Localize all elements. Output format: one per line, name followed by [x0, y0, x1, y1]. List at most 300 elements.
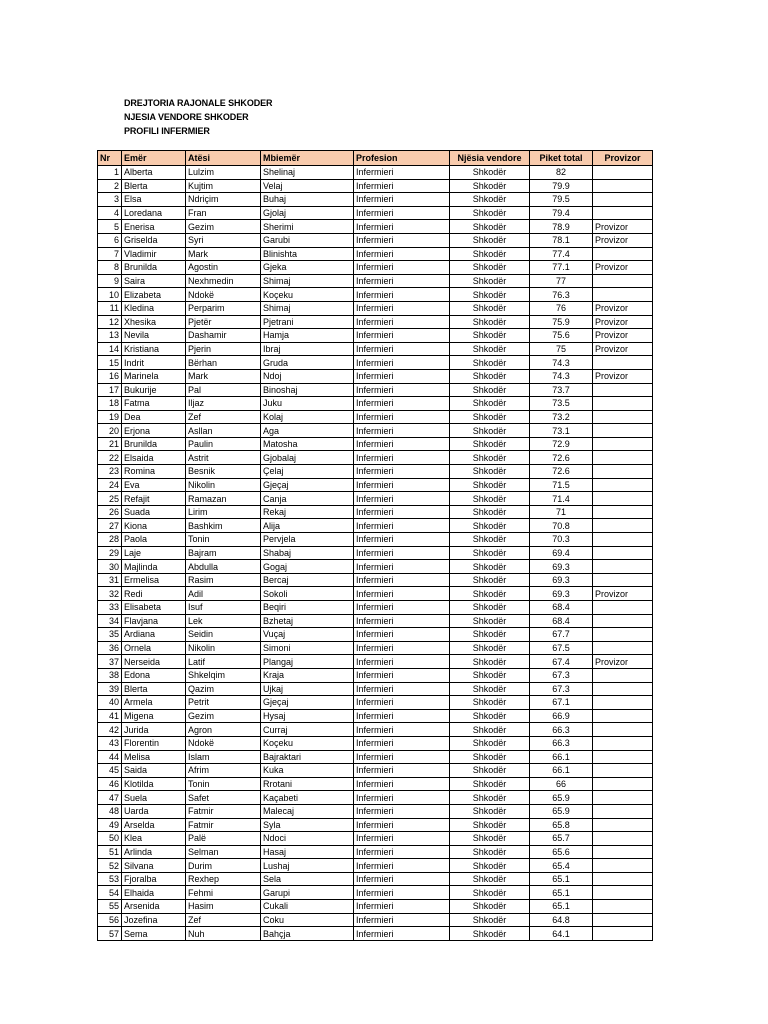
cell-first-name: Jozefina: [122, 913, 186, 927]
cell-profession: Infermieri: [354, 655, 450, 669]
table-row: [98, 274, 653, 288]
cell-surname: Koçeku: [261, 288, 354, 302]
cell-local-unit: Shkodër: [450, 859, 530, 873]
cell-surname: Blinishta: [261, 247, 354, 261]
cell-father-name: Adil: [186, 587, 261, 601]
cell-father-name: Qazim: [186, 682, 261, 696]
cell-surname: Bajraktari: [261, 750, 354, 764]
cell-nr: 25: [98, 492, 122, 506]
cell-profession: Infermieri: [354, 533, 450, 547]
cell-nr: 31: [98, 573, 122, 587]
cell-nr: 24: [98, 478, 122, 492]
cell-profession: Infermieri: [354, 410, 450, 424]
table-row: [98, 492, 653, 506]
cell-surname: Gruda: [261, 356, 354, 370]
table-row: [98, 845, 653, 859]
table-row: [98, 329, 653, 343]
cell-nr: 9: [98, 274, 122, 288]
cell-first-name: Arlinda: [122, 845, 186, 859]
cell-local-unit: Shkodër: [450, 641, 530, 655]
cell-nr: 17: [98, 383, 122, 397]
cell-father-name: Bashkim: [186, 519, 261, 533]
cell-nr: 35: [98, 628, 122, 642]
cell-surname: Bahçja: [261, 927, 354, 941]
table-row: [98, 777, 653, 791]
cell-first-name: Suela: [122, 791, 186, 805]
cell-surname: Ndoci: [261, 832, 354, 846]
table-row: [98, 342, 653, 356]
cell-profession: Infermieri: [354, 424, 450, 438]
cell-first-name: Ermelisa: [122, 573, 186, 587]
cell-local-unit: Shkodër: [450, 628, 530, 642]
cell-first-name: Jurida: [122, 723, 186, 737]
cell-provisional: [593, 913, 653, 927]
cell-nr: 22: [98, 451, 122, 465]
table-row: [98, 301, 653, 315]
cell-profession: Infermieri: [354, 342, 450, 356]
cell-first-name: Bukurije: [122, 383, 186, 397]
cell-surname: Pjetrani: [261, 315, 354, 329]
cell-nr: 39: [98, 682, 122, 696]
cell-surname: Kraja: [261, 668, 354, 682]
col-header-profession: Profesion: [354, 151, 450, 166]
cell-first-name: Klea: [122, 832, 186, 846]
cell-father-name: Fehmi: [186, 886, 261, 900]
cell-local-unit: Shkodër: [450, 519, 530, 533]
cell-father-name: Perparim: [186, 301, 261, 315]
cell-first-name: Saira: [122, 274, 186, 288]
cell-total-points: 69.4: [530, 546, 593, 560]
cell-provisional: [593, 424, 653, 438]
cell-total-points: 70.3: [530, 533, 593, 547]
cell-provisional: [593, 628, 653, 642]
cell-father-name: Islam: [186, 750, 261, 764]
cell-profession: Infermieri: [354, 601, 450, 615]
cell-total-points: 74.3: [530, 356, 593, 370]
header-profile: PROFILI INFERMIER: [124, 126, 210, 136]
cell-father-name: Gezim: [186, 709, 261, 723]
cell-surname: Gogaj: [261, 560, 354, 574]
cell-provisional: Provizor: [593, 301, 653, 315]
table-row: [98, 628, 653, 642]
cell-first-name: Blerta: [122, 179, 186, 193]
cell-surname: Velaj: [261, 179, 354, 193]
cell-total-points: 66.3: [530, 723, 593, 737]
cell-local-unit: Shkodër: [450, 451, 530, 465]
cell-total-points: 65.9: [530, 804, 593, 818]
cell-profession: Infermieri: [354, 736, 450, 750]
cell-profession: Infermieri: [354, 247, 450, 261]
table-row: [98, 709, 653, 723]
cell-provisional: [593, 193, 653, 207]
cell-surname: Simoni: [261, 641, 354, 655]
cell-provisional: [593, 179, 653, 193]
cell-profession: Infermieri: [354, 206, 450, 220]
cell-father-name: Fatmir: [186, 804, 261, 818]
cell-father-name: Ramazan: [186, 492, 261, 506]
cell-total-points: 65.7: [530, 832, 593, 846]
cell-nr: 50: [98, 832, 122, 846]
cell-surname: Binoshaj: [261, 383, 354, 397]
col-header-total-points: Piket total: [530, 151, 593, 166]
cell-father-name: Selman: [186, 845, 261, 859]
cell-first-name: Migena: [122, 709, 186, 723]
cell-profession: Infermieri: [354, 478, 450, 492]
cell-nr: 14: [98, 342, 122, 356]
cell-provisional: [593, 478, 653, 492]
cell-local-unit: Shkodër: [450, 573, 530, 587]
cell-father-name: Ndriçim: [186, 193, 261, 207]
cell-local-unit: Shkodër: [450, 804, 530, 818]
cell-profession: Infermieri: [354, 723, 450, 737]
table-row: [98, 886, 653, 900]
cell-surname: Aga: [261, 424, 354, 438]
table-row: [98, 315, 653, 329]
cell-total-points: 69.3: [530, 587, 593, 601]
cell-total-points: 76: [530, 301, 593, 315]
cell-surname: Rrotani: [261, 777, 354, 791]
table-row: [98, 900, 653, 914]
cell-nr: 48: [98, 804, 122, 818]
table-row: [98, 872, 653, 886]
cell-provisional: [593, 859, 653, 873]
cell-provisional: Provizor: [593, 655, 653, 669]
cell-total-points: 67.7: [530, 628, 593, 642]
cell-total-points: 72.6: [530, 451, 593, 465]
cell-father-name: Nikolin: [186, 641, 261, 655]
cell-profession: Infermieri: [354, 315, 450, 329]
cell-provisional: [593, 668, 653, 682]
cell-nr: 29: [98, 546, 122, 560]
cell-profession: Infermieri: [354, 682, 450, 696]
cell-surname: Kaçabeti: [261, 791, 354, 805]
cell-profession: Infermieri: [354, 886, 450, 900]
cell-first-name: Paola: [122, 533, 186, 547]
cell-father-name: Astrit: [186, 451, 261, 465]
cell-father-name: Mark: [186, 247, 261, 261]
table-row: [98, 166, 653, 180]
cell-first-name: Suada: [122, 505, 186, 519]
table-row: [98, 804, 653, 818]
cell-nr: 11: [98, 301, 122, 315]
cell-total-points: 71.4: [530, 492, 593, 506]
cell-profession: Infermieri: [354, 166, 450, 180]
cell-father-name: Dashamir: [186, 329, 261, 343]
cell-nr: 52: [98, 859, 122, 873]
cell-surname: Sela: [261, 872, 354, 886]
cell-local-unit: Shkodër: [450, 329, 530, 343]
cell-father-name: Palë: [186, 832, 261, 846]
cell-provisional: Provizor: [593, 220, 653, 234]
cell-nr: 28: [98, 533, 122, 547]
cell-nr: 36: [98, 641, 122, 655]
cell-nr: 13: [98, 329, 122, 343]
cell-total-points: 72.9: [530, 437, 593, 451]
cell-total-points: 74.3: [530, 369, 593, 383]
cell-father-name: Pal: [186, 383, 261, 397]
table-row: [98, 723, 653, 737]
cell-local-unit: Shkodër: [450, 315, 530, 329]
cell-first-name: Loredana: [122, 206, 186, 220]
cell-provisional: [593, 274, 653, 288]
cell-total-points: 67.1: [530, 696, 593, 710]
cell-nr: 5: [98, 220, 122, 234]
cell-nr: 47: [98, 791, 122, 805]
cell-profession: Infermieri: [354, 383, 450, 397]
cell-father-name: Fatmir: [186, 818, 261, 832]
cell-first-name: Arselda: [122, 818, 186, 832]
cell-provisional: [593, 410, 653, 424]
cell-profession: Infermieri: [354, 233, 450, 247]
cell-profession: Infermieri: [354, 668, 450, 682]
cell-total-points: 70.8: [530, 519, 593, 533]
cell-local-unit: Shkodër: [450, 655, 530, 669]
cell-father-name: Afrim: [186, 764, 261, 778]
cell-father-name: Safet: [186, 791, 261, 805]
cell-nr: 3: [98, 193, 122, 207]
cell-provisional: [593, 573, 653, 587]
cell-profession: Infermieri: [354, 587, 450, 601]
cell-provisional: [593, 886, 653, 900]
cell-nr: 33: [98, 601, 122, 615]
cell-nr: 20: [98, 424, 122, 438]
cell-provisional: [593, 723, 653, 737]
cell-total-points: 75: [530, 342, 593, 356]
cell-first-name: Flavjana: [122, 614, 186, 628]
cell-profession: Infermieri: [354, 451, 450, 465]
cell-nr: 27: [98, 519, 122, 533]
cell-total-points: 67.3: [530, 668, 593, 682]
table-row: [98, 451, 653, 465]
cell-provisional: [593, 492, 653, 506]
table-row: [98, 682, 653, 696]
cell-local-unit: Shkodër: [450, 560, 530, 574]
cell-first-name: Klotilda: [122, 777, 186, 791]
cell-total-points: 78.9: [530, 220, 593, 234]
cell-father-name: Hasim: [186, 900, 261, 914]
cell-first-name: Laje: [122, 546, 186, 560]
cell-surname: Shimaj: [261, 274, 354, 288]
cell-first-name: Florentin: [122, 736, 186, 750]
cell-local-unit: Shkodër: [450, 179, 530, 193]
cell-provisional: [593, 601, 653, 615]
cell-profession: Infermieri: [354, 641, 450, 655]
col-header-father-name: Atësi: [186, 151, 261, 166]
cell-profession: Infermieri: [354, 777, 450, 791]
table-header-row: [98, 151, 653, 166]
cell-local-unit: Shkodër: [450, 533, 530, 547]
cell-profession: Infermieri: [354, 274, 450, 288]
cell-total-points: 76.3: [530, 288, 593, 302]
cell-surname: Buhaj: [261, 193, 354, 207]
cell-provisional: [593, 764, 653, 778]
table-row: [98, 927, 653, 941]
cell-local-unit: Shkodër: [450, 465, 530, 479]
cell-provisional: [593, 533, 653, 547]
cell-first-name: Enerisa: [122, 220, 186, 234]
table-row: [98, 397, 653, 411]
cell-first-name: Elsa: [122, 193, 186, 207]
cell-provisional: [593, 206, 653, 220]
table-row: [98, 750, 653, 764]
cell-surname: Gjeçaj: [261, 478, 354, 492]
table-row: [98, 465, 653, 479]
cell-total-points: 73.1: [530, 424, 593, 438]
cell-provisional: Provizor: [593, 342, 653, 356]
cell-nr: 54: [98, 886, 122, 900]
cell-first-name: Kiona: [122, 519, 186, 533]
cell-surname: Koçeku: [261, 736, 354, 750]
table-row: [98, 818, 653, 832]
cell-provisional: [593, 247, 653, 261]
cell-first-name: Elizabeta: [122, 288, 186, 302]
cell-local-unit: Shkodër: [450, 220, 530, 234]
cell-nr: 7: [98, 247, 122, 261]
cell-provisional: [593, 872, 653, 886]
cell-local-unit: Shkodër: [450, 845, 530, 859]
cell-surname: Shabaj: [261, 546, 354, 560]
cell-nr: 18: [98, 397, 122, 411]
cell-local-unit: Shkodër: [450, 369, 530, 383]
cell-nr: 46: [98, 777, 122, 791]
table-row: [98, 560, 653, 574]
cell-nr: 23: [98, 465, 122, 479]
cell-first-name: Blerta: [122, 682, 186, 696]
cell-first-name: Ardiana: [122, 628, 186, 642]
cell-local-unit: Shkodër: [450, 478, 530, 492]
cell-total-points: 65.1: [530, 872, 593, 886]
cell-provisional: [593, 505, 653, 519]
cell-total-points: 79.9: [530, 179, 593, 193]
cell-profession: Infermieri: [354, 437, 450, 451]
cell-profession: Infermieri: [354, 220, 450, 234]
table-row: [98, 410, 653, 424]
cell-total-points: 66.9: [530, 709, 593, 723]
cell-father-name: Isuf: [186, 601, 261, 615]
cell-nr: 49: [98, 818, 122, 832]
cell-first-name: Refajit: [122, 492, 186, 506]
cell-surname: Sokoli: [261, 587, 354, 601]
cell-surname: Garupi: [261, 886, 354, 900]
cell-nr: 57: [98, 927, 122, 941]
cell-surname: Hamja: [261, 329, 354, 343]
cell-father-name: Syri: [186, 233, 261, 247]
cell-provisional: Provizor: [593, 261, 653, 275]
cell-nr: 19: [98, 410, 122, 424]
table-row: [98, 832, 653, 846]
cell-surname: Vuçaj: [261, 628, 354, 642]
cell-first-name: Xhesika: [122, 315, 186, 329]
cell-surname: Çelaj: [261, 465, 354, 479]
cell-surname: Hysaj: [261, 709, 354, 723]
cell-surname: Gjobalaj: [261, 451, 354, 465]
cell-total-points: 65.9: [530, 791, 593, 805]
cell-profession: Infermieri: [354, 369, 450, 383]
cell-total-points: 71.5: [530, 478, 593, 492]
table-row: [98, 193, 653, 207]
table-row: [98, 655, 653, 669]
col-header-nr: Nr: [98, 151, 122, 166]
cell-local-unit: Shkodër: [450, 505, 530, 519]
cell-nr: 6: [98, 233, 122, 247]
cell-provisional: [593, 641, 653, 655]
cell-local-unit: Shkodër: [450, 872, 530, 886]
cell-father-name: Pjerin: [186, 342, 261, 356]
cell-profession: Infermieri: [354, 764, 450, 778]
cell-surname: Shimaj: [261, 301, 354, 315]
cell-profession: Infermieri: [354, 546, 450, 560]
cell-father-name: Nexhmedin: [186, 274, 261, 288]
cell-nr: 44: [98, 750, 122, 764]
cell-provisional: [593, 288, 653, 302]
cell-surname: Garubi: [261, 233, 354, 247]
cell-local-unit: Shkodër: [450, 696, 530, 710]
cell-father-name: Iljaz: [186, 397, 261, 411]
cell-father-name: Lulzim: [186, 166, 261, 180]
cell-father-name: Seidin: [186, 628, 261, 642]
cell-local-unit: Shkodër: [450, 437, 530, 451]
table-row: [98, 220, 653, 234]
cell-father-name: Kujtim: [186, 179, 261, 193]
cell-total-points: 67.3: [530, 682, 593, 696]
table-row: [98, 601, 653, 615]
cell-local-unit: Shkodër: [450, 682, 530, 696]
cell-surname: Kuka: [261, 764, 354, 778]
nurse-ranking-table: [97, 150, 653, 941]
table-row: [98, 206, 653, 220]
cell-total-points: 65.1: [530, 886, 593, 900]
cell-first-name: Armela: [122, 696, 186, 710]
cell-nr: 8: [98, 261, 122, 275]
cell-surname: Plangaj: [261, 655, 354, 669]
cell-surname: Bercaj: [261, 573, 354, 587]
cell-nr: 26: [98, 505, 122, 519]
cell-provisional: Provizor: [593, 233, 653, 247]
cell-first-name: Elhaida: [122, 886, 186, 900]
cell-profession: Infermieri: [354, 288, 450, 302]
cell-first-name: Edona: [122, 668, 186, 682]
cell-total-points: 73.7: [530, 383, 593, 397]
cell-father-name: Lirim: [186, 505, 261, 519]
table-row: [98, 533, 653, 547]
cell-provisional: [593, 451, 653, 465]
cell-father-name: Latif: [186, 655, 261, 669]
cell-provisional: [593, 546, 653, 560]
cell-provisional: [593, 818, 653, 832]
cell-provisional: [593, 750, 653, 764]
table-row: [98, 519, 653, 533]
cell-provisional: [593, 682, 653, 696]
cell-first-name: Griselda: [122, 233, 186, 247]
cell-profession: Infermieri: [354, 791, 450, 805]
cell-profession: Infermieri: [354, 859, 450, 873]
cell-profession: Infermieri: [354, 492, 450, 506]
cell-total-points: 66.3: [530, 736, 593, 750]
cell-surname: Hasaj: [261, 845, 354, 859]
table-row: [98, 356, 653, 370]
cell-local-unit: Shkodër: [450, 166, 530, 180]
cell-total-points: 79.5: [530, 193, 593, 207]
cell-father-name: Durim: [186, 859, 261, 873]
cell-provisional: [593, 696, 653, 710]
cell-surname: Gjolaj: [261, 206, 354, 220]
cell-father-name: Besnik: [186, 465, 261, 479]
cell-first-name: Silvana: [122, 859, 186, 873]
cell-father-name: Zef: [186, 410, 261, 424]
cell-total-points: 69.3: [530, 573, 593, 587]
cell-surname: Ndoj: [261, 369, 354, 383]
cell-total-points: 69.3: [530, 560, 593, 574]
